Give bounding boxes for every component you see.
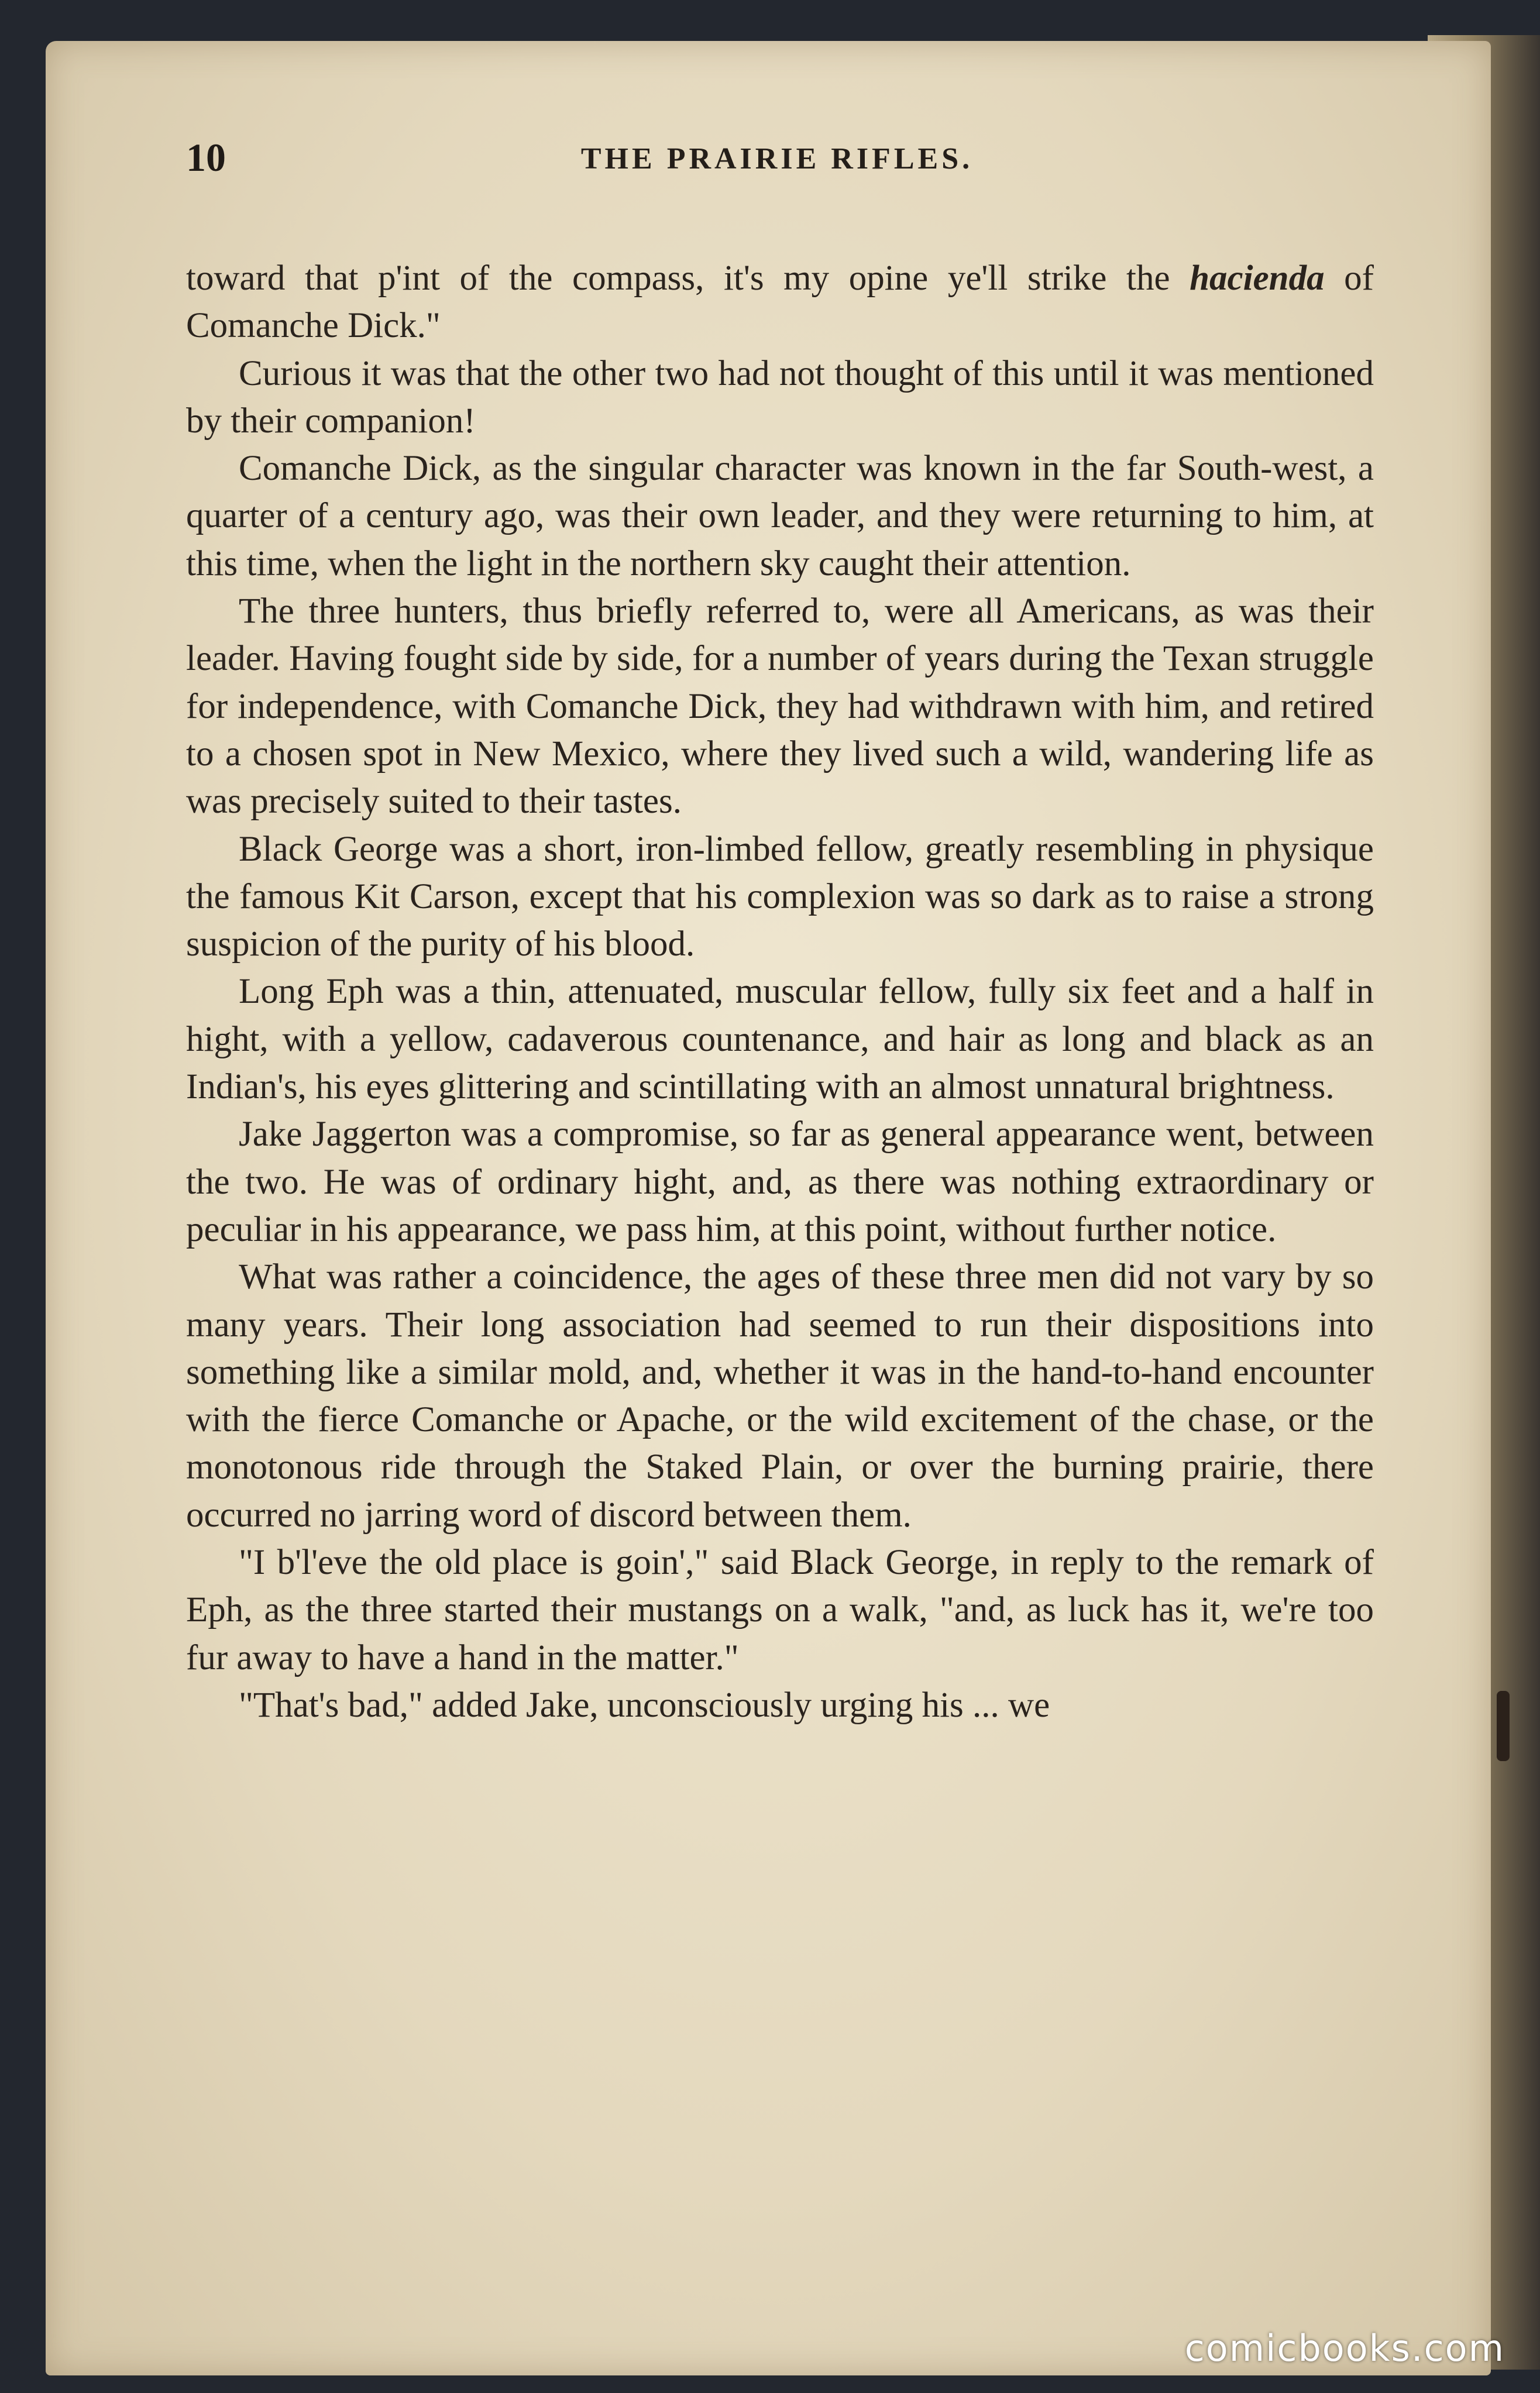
page-header bbox=[186, 135, 1368, 193]
paragraph-8: What was rather a coincidence, the ages of these three men did not vary by so many years. Their long association had seemed to run their dispositions into something like a similar mold, and, whether it was in the hand-to-hand encounter with the fierce Comanche or Apache, or the wild excitement of the chase, or the monotonous ride through the Staked Plain, or over the burning prairie, there occurred no jarring word of discord between them. bbox=[186, 1257, 1374, 1535]
site-watermark: comicbooks.com bbox=[1184, 2327, 1505, 2370]
paragraph-7: Jake Jaggerton was a compromise, so far as general appearance went, between the two. He was of ordinary hight, and, as there was nothing extraordinary or peculiar in his appearance, we pass him, at this point, without further notice. bbox=[186, 1115, 1374, 1249]
paragraph-1-end: of Comanche Dick." bbox=[186, 259, 1374, 346]
page-number: 10 bbox=[186, 135, 226, 180]
paragraph-4: The three hunters, thus briefly referred to, were all Americans, as was their leader. Having fought side by side, for a number of years during the Texan struggle for independence, with Comanche Dick, they had withdrawn with him, and retired to a chosen spot in New Mexico, where they lived such a wild, wandering life as was precisely suited to their tastes. bbox=[186, 592, 1374, 821]
page-edge-stain bbox=[1497, 1691, 1510, 1761]
paragraph-6: Long Eph was a thin, attenuated, muscular fellow, fully six feet and a half in hight, with a yellow, cadaverous countenance, and hair as long and black as an Indian's, his eyes glittering and scintillating with an almost unnatural brightness. bbox=[186, 972, 1374, 1107]
paragraph-10: "That's bad," added Jake, unconsciously urging his ... we bbox=[239, 1685, 1050, 1725]
paragraph-3: Comanche Dick, as the singular character was known in the far South-west, a quarter of a century ago, was their own leader, and they were returning to him, at this time, when the light in the northern sky caught their attention. bbox=[186, 449, 1374, 583]
page-body-text bbox=[186, 255, 1374, 1729]
paragraph-1 bbox=[186, 255, 1374, 350]
paragraph-2: Curious it was that the other two had not thought of this until it was mentioned by their companion! bbox=[186, 353, 1374, 441]
paragraph-9: "I b'l'eve the old place is goin'," said Black George, in reply to the remark of Eph, as the three started their mustangs on a walk, "and, as luck has it, we're too fur away to have a hand in the matter." bbox=[186, 1543, 1374, 1677]
paragraph-1-start: toward that p'int of the compass, it's my opine ye'll strike the bbox=[186, 259, 1190, 298]
italic-hacienda: hacienda bbox=[1190, 259, 1325, 298]
running-title: THE PRAIRIE RIFLES. bbox=[580, 142, 974, 176]
book-page bbox=[46, 41, 1491, 2375]
paragraph-5: Black George was a short, iron-limbed fellow, greatly resembling in physique the famous Kit Carson, except that his complexion was so dark as to raise a strong suspicion of the purity of his blood. bbox=[186, 829, 1374, 964]
